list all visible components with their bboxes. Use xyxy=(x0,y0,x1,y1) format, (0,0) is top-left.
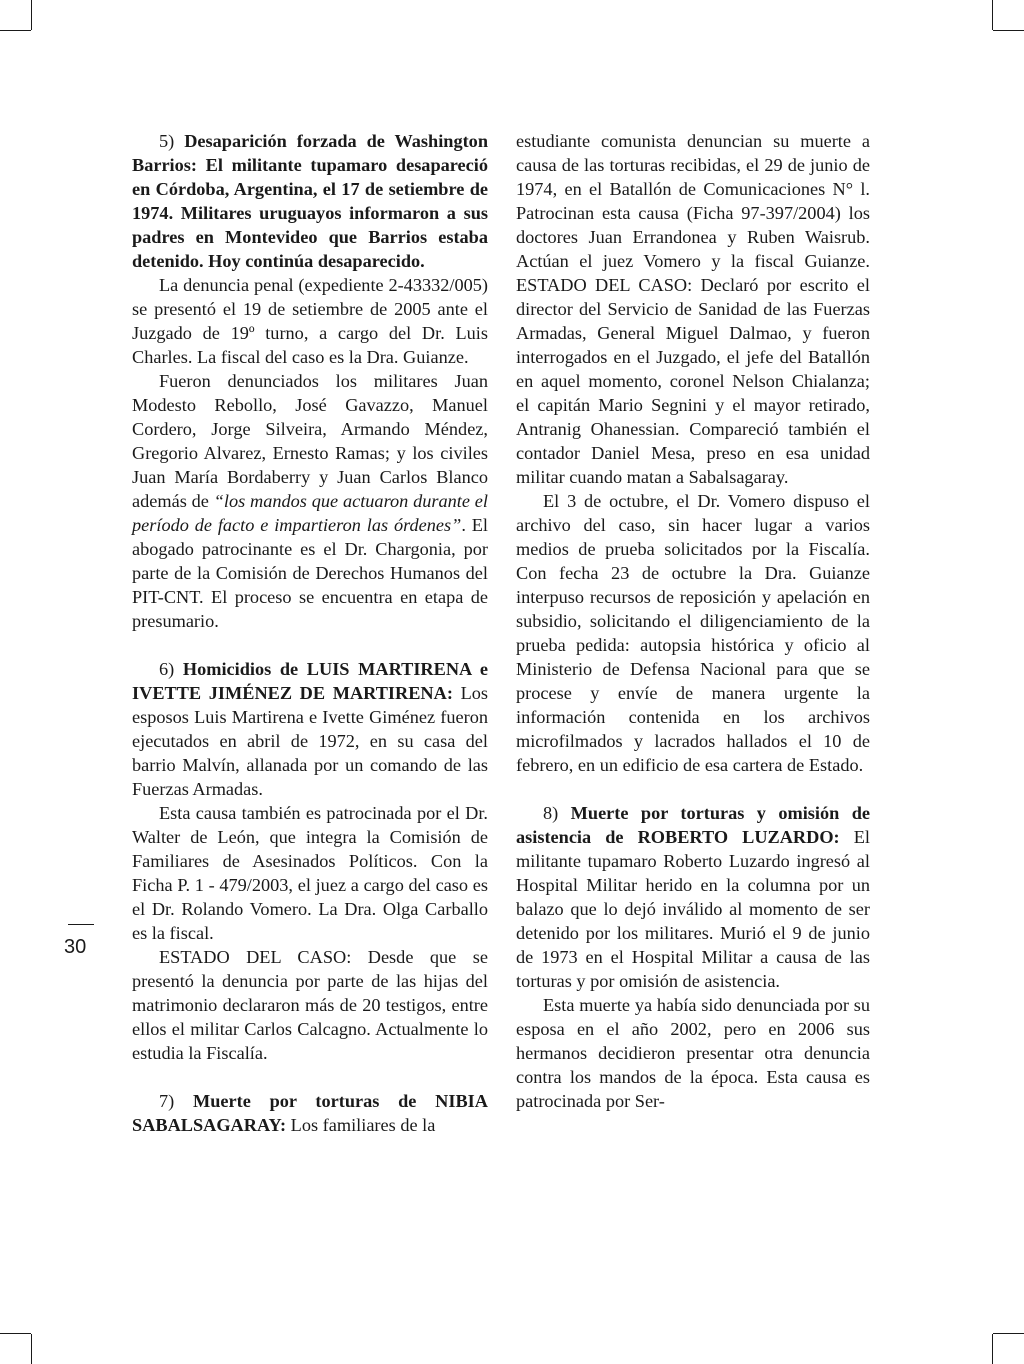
crop-mark-top-left-v xyxy=(31,0,32,30)
section-7-continuation: estudiante comunista denuncian su muerte a causa de las torturas recibidas, el 29 de junio de 1974, en el Batallón de Comunicaciones N° l. Patrocinan esta causa (Ficha 97-397/2004) los doctores Juan Errandonea y Ruben Waisrub. Actúan el juez Vomero y la fiscal Guianze. ESTADO DEL CASO: Declaró por escrito el director del Servicio de Sanidad de las Fuerzas Armadas, General Miguel Dalmao, y fueron interrogados en el Juzgado, el jefe del Batallón en aquel momento, coronel Nelson Chialanza; el capitán Mario Segnini y el mayor retirado, Antranig Ohanessian. Compareció también el contador Daniel Mesa, preso en esa unidad militar cuando matan a Sabalsagaray. xyxy=(516,131,870,487)
section-5-summary: El militante tupamaro desapareció en Córdoba, Argentina, el 17 de setiembre de 1974. Militares uruguayos informaron a sus padres en Montevideo que Barrios estaba detenido. Hoy continúa desaparecido. xyxy=(132,155,488,271)
section-7-summary-start: Los familiares de la xyxy=(286,1115,436,1135)
right-column xyxy=(516,129,870,1113)
section-6-title: Homicidios de LUIS MARTIRENA e IVETTE JIMÉNEZ DE MARTIRENA: xyxy=(132,659,488,703)
section-5-paragraph-3 xyxy=(132,369,488,633)
crop-mark-bottom-left-v xyxy=(31,1334,32,1364)
section-7-title: Muerte por torturas de NIBIA SABALSAGARAY: xyxy=(132,1091,488,1135)
section-5-heading-paragraph xyxy=(132,129,488,273)
section-6-number: 6) xyxy=(159,659,183,679)
crop-mark-top-right-h xyxy=(993,30,1024,31)
section-7-heading-paragraph xyxy=(132,1089,488,1137)
section-8-title: Muerte por torturas y omisión de asistencia de ROBERTO LUZARDO: xyxy=(516,803,870,847)
section-5-paragraph-3-text-a: Fueron denunciados los militares Juan Modesto Rebollo, José Gavazzo, Manuel Cordero, Jorge Silveira, Armando Méndez, Gregorio Alvarez, Ernesto Ramas; y los civiles Juan María Bordaberry y Juan Carlos Blanco además de xyxy=(132,371,488,511)
crop-mark-bottom-left-h xyxy=(0,1333,31,1334)
page-number-rule xyxy=(68,924,94,925)
crop-mark-top-left-h xyxy=(0,30,31,31)
page-number: 30 xyxy=(64,936,87,958)
section-7-number: 7) xyxy=(159,1091,193,1111)
section-5-number: 5) xyxy=(159,131,185,151)
section-8-heading-paragraph xyxy=(516,801,870,993)
section-5-title: Desaparición forzada de Washington Barrios: xyxy=(132,131,488,175)
section-5-quote: “los mandos que actuaron durante el período de facto e impartieron las órdenes” xyxy=(132,491,488,535)
section-8-number: 8) xyxy=(543,803,571,823)
section-5-paragraph-3-text-b: . El abogado patrocinante es el Dr. Chargonia, por parte de la Comisión de Derechos Humanos del PIT-CNT. El proceso se encuentra en etapa de presumario. xyxy=(132,515,488,631)
section-6-heading-paragraph xyxy=(132,657,488,801)
section-6-summary: Los esposos Luis Martirena e Ivette Giménez fueron ejecutados en abril de 1972, en su casa del barrio Malvín, allanada por un comando de las Fuerzas Armadas. xyxy=(132,683,489,799)
section-6-paragraph-2: Esta causa también es patrocinada por el Dr. Walter de León, que integra la Comisión de Familiares de Asesinados Políticos. Con la Ficha P. 1 - 479/2003, el juez a cargo del caso es el Dr. Rolando Vomero. La Dra. Olga Carballo es la fiscal. xyxy=(132,803,488,943)
crop-mark-top-right-v xyxy=(992,0,993,30)
section-8-paragraph-2: Esta muerte ya había sido denunciada por su esposa en el año 2002, pero en 2006 sus hermanos decidieron presentar otra denuncia contra los mandos de la época. Esta causa es patrocinada por Ser- xyxy=(516,995,870,1111)
section-8-summary: El militante tupamaro Roberto Luzardo ingresó al Hospital Militar herido en la columna por un balazo que lo dejó inválido al momento de ser detenido por los militares. Murió el 9 de junio de 1973 en el Hospital Militar a causa de las torturas y por omisión de asistencia. xyxy=(516,827,870,991)
crop-mark-bottom-right-v xyxy=(992,1334,993,1364)
left-column xyxy=(132,129,488,1137)
section-7-paragraph-2: El 3 de octubre, el Dr. Vomero dispuso el archivo del caso, sin hacer lugar a varios medios de prueba solicitados por la Fiscalía. Con fecha 23 de octubre la Dra. Guianze interpuso recursos de reposición y apelación en subsidio, solicitando el diligenciamiento de la prueba pedida: autopsia histórica y oficio al Ministerio de Defensa Nacional para que se procese y envíe de manera urgente la información contenida en los archivos microfilmados y lacrados hallados el 10 de febrero, en un edificio de esa cartera de Estado. xyxy=(516,491,870,775)
section-6-paragraph-3: ESTADO DEL CASO: Desde que se presentó la denuncia por parte de las hijas del matrimonio declararon más de 20 testigos, entre ellos el militar Carlos Calcagno. Actualmente lo estudia la Fiscalía. xyxy=(132,947,488,1063)
crop-mark-bottom-right-h xyxy=(993,1333,1024,1334)
section-5-paragraph-2: La denuncia penal (expediente 2-43332/005) se presentó el 19 de setiembre de 2005 ante el Juzgado de 19º turno, a cargo del Dr. Luis Charles. La fiscal del caso es la Dra. Guianze. xyxy=(132,275,488,367)
